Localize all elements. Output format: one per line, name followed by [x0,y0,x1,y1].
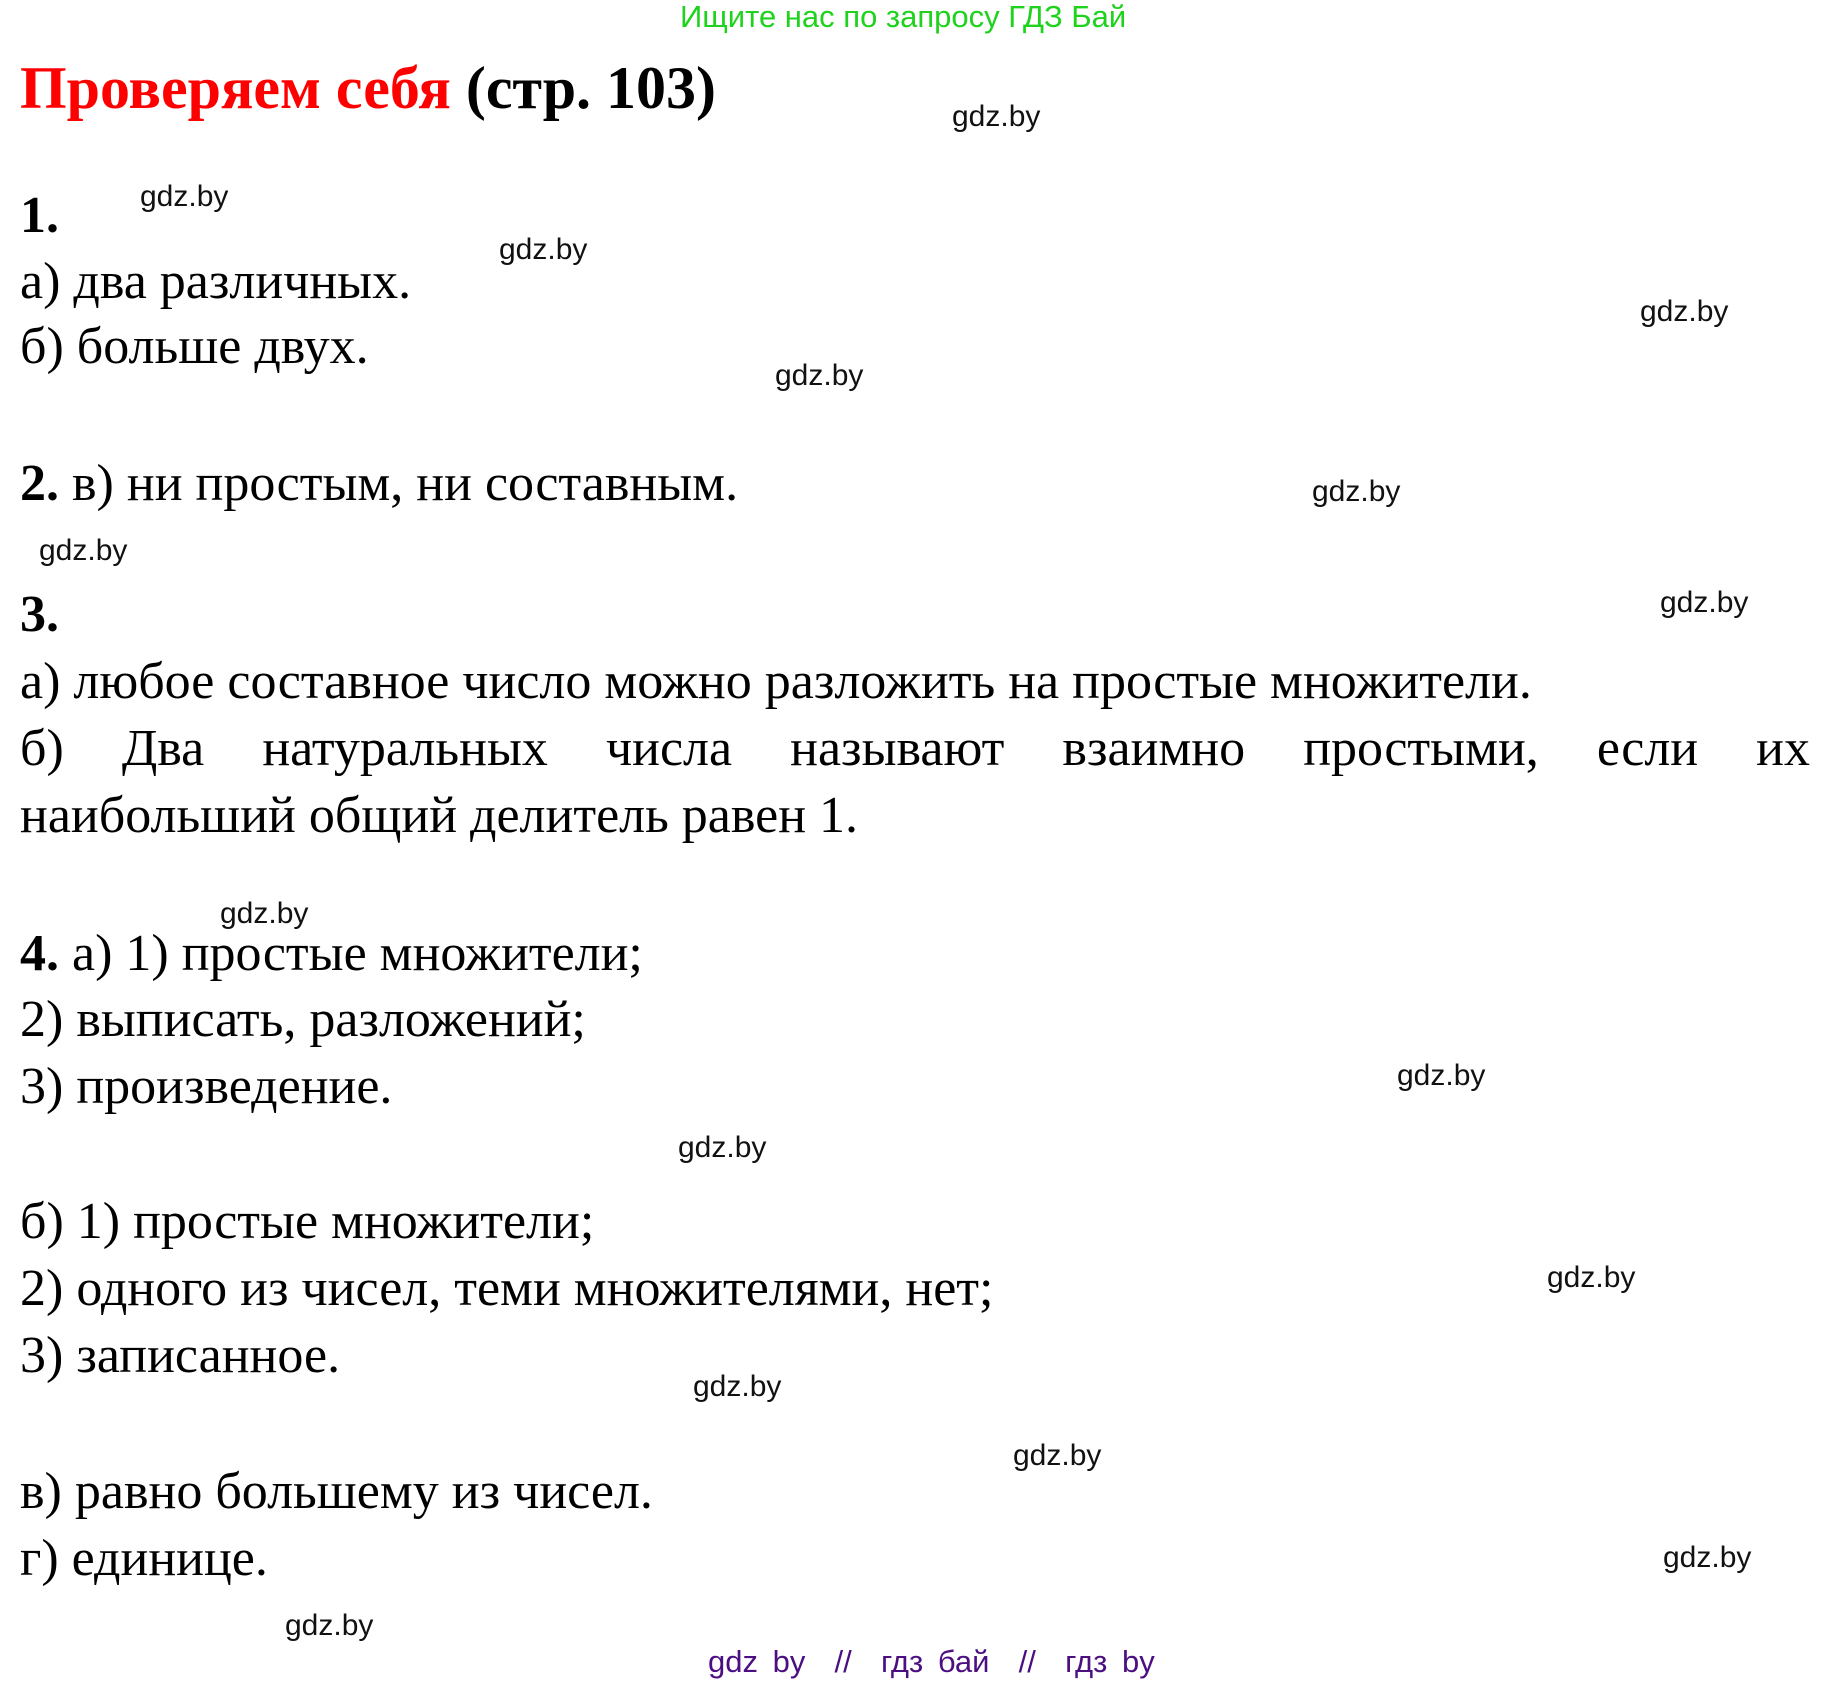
q4-answer-a2: 2) выписать, разложений; [20,991,586,1048]
title-main: Проверяем себя [20,55,451,121]
watermark: gdz.by [1397,1059,1486,1092]
q3-answer-a: а) любое составное число можно разложить на простые множители. [20,653,1532,710]
watermark: gdz.by [39,534,128,567]
q3-answer-b-line1: б) Два натуральных числа называют взаимно простыми, если их [20,720,1810,777]
footer-links: gdz by // гдз бай // гдз by [708,1644,1155,1679]
watermark: gdz.by [1312,475,1401,508]
watermark: gdz.by [1660,586,1749,619]
watermark: gdz.by [140,180,229,213]
q2-number: 2. [20,455,59,512]
watermark: gdz.by [499,233,588,266]
page-title [20,55,717,121]
watermark: gdz.by [693,1370,782,1403]
watermark: gdz.by [220,897,309,930]
watermark: gdz.by [1663,1541,1752,1574]
q2-answer [20,455,739,512]
watermark: gdz.by [285,1609,374,1642]
q3-number: 3. [20,586,59,643]
q4-a1-text: а) 1) простые множители; [59,925,643,982]
watermark: gdz.by [678,1131,767,1164]
q1-number: 1. [20,187,59,244]
q4-answer-a3: 3) произведение. [20,1058,393,1115]
q4-answer-b2: 2) одного из чисел, теми множителями, нет; [20,1260,994,1317]
watermark: gdz.by [952,100,1041,133]
q4-answer-d: г) единице. [20,1530,268,1587]
q3-answer-b-line2: наибольший общий делитель равен 1. [20,787,859,844]
watermark: gdz.by [1547,1261,1636,1294]
q4-answer-c: в) равно большему из чисел. [20,1463,653,1520]
search-banner: Ищите нас по запросу ГДЗ Бай [680,0,1127,34]
q4-answer-a1 [20,925,643,982]
q1-answer-b: б) больше двух. [20,318,369,375]
q4-number: 4. [20,925,59,982]
watermark: gdz.by [775,359,864,392]
q1-answer-a: а) два различных. [20,253,412,310]
q2-text: в) ни простым, ни составным. [59,455,739,512]
q4-answer-b3: 3) записанное. [20,1327,341,1384]
title-page-ref: (стр. 103) [465,55,717,121]
watermark: gdz.by [1013,1439,1102,1472]
q4-answer-b1: б) 1) простые множители; [20,1193,595,1250]
watermark: gdz.by [1640,295,1729,328]
